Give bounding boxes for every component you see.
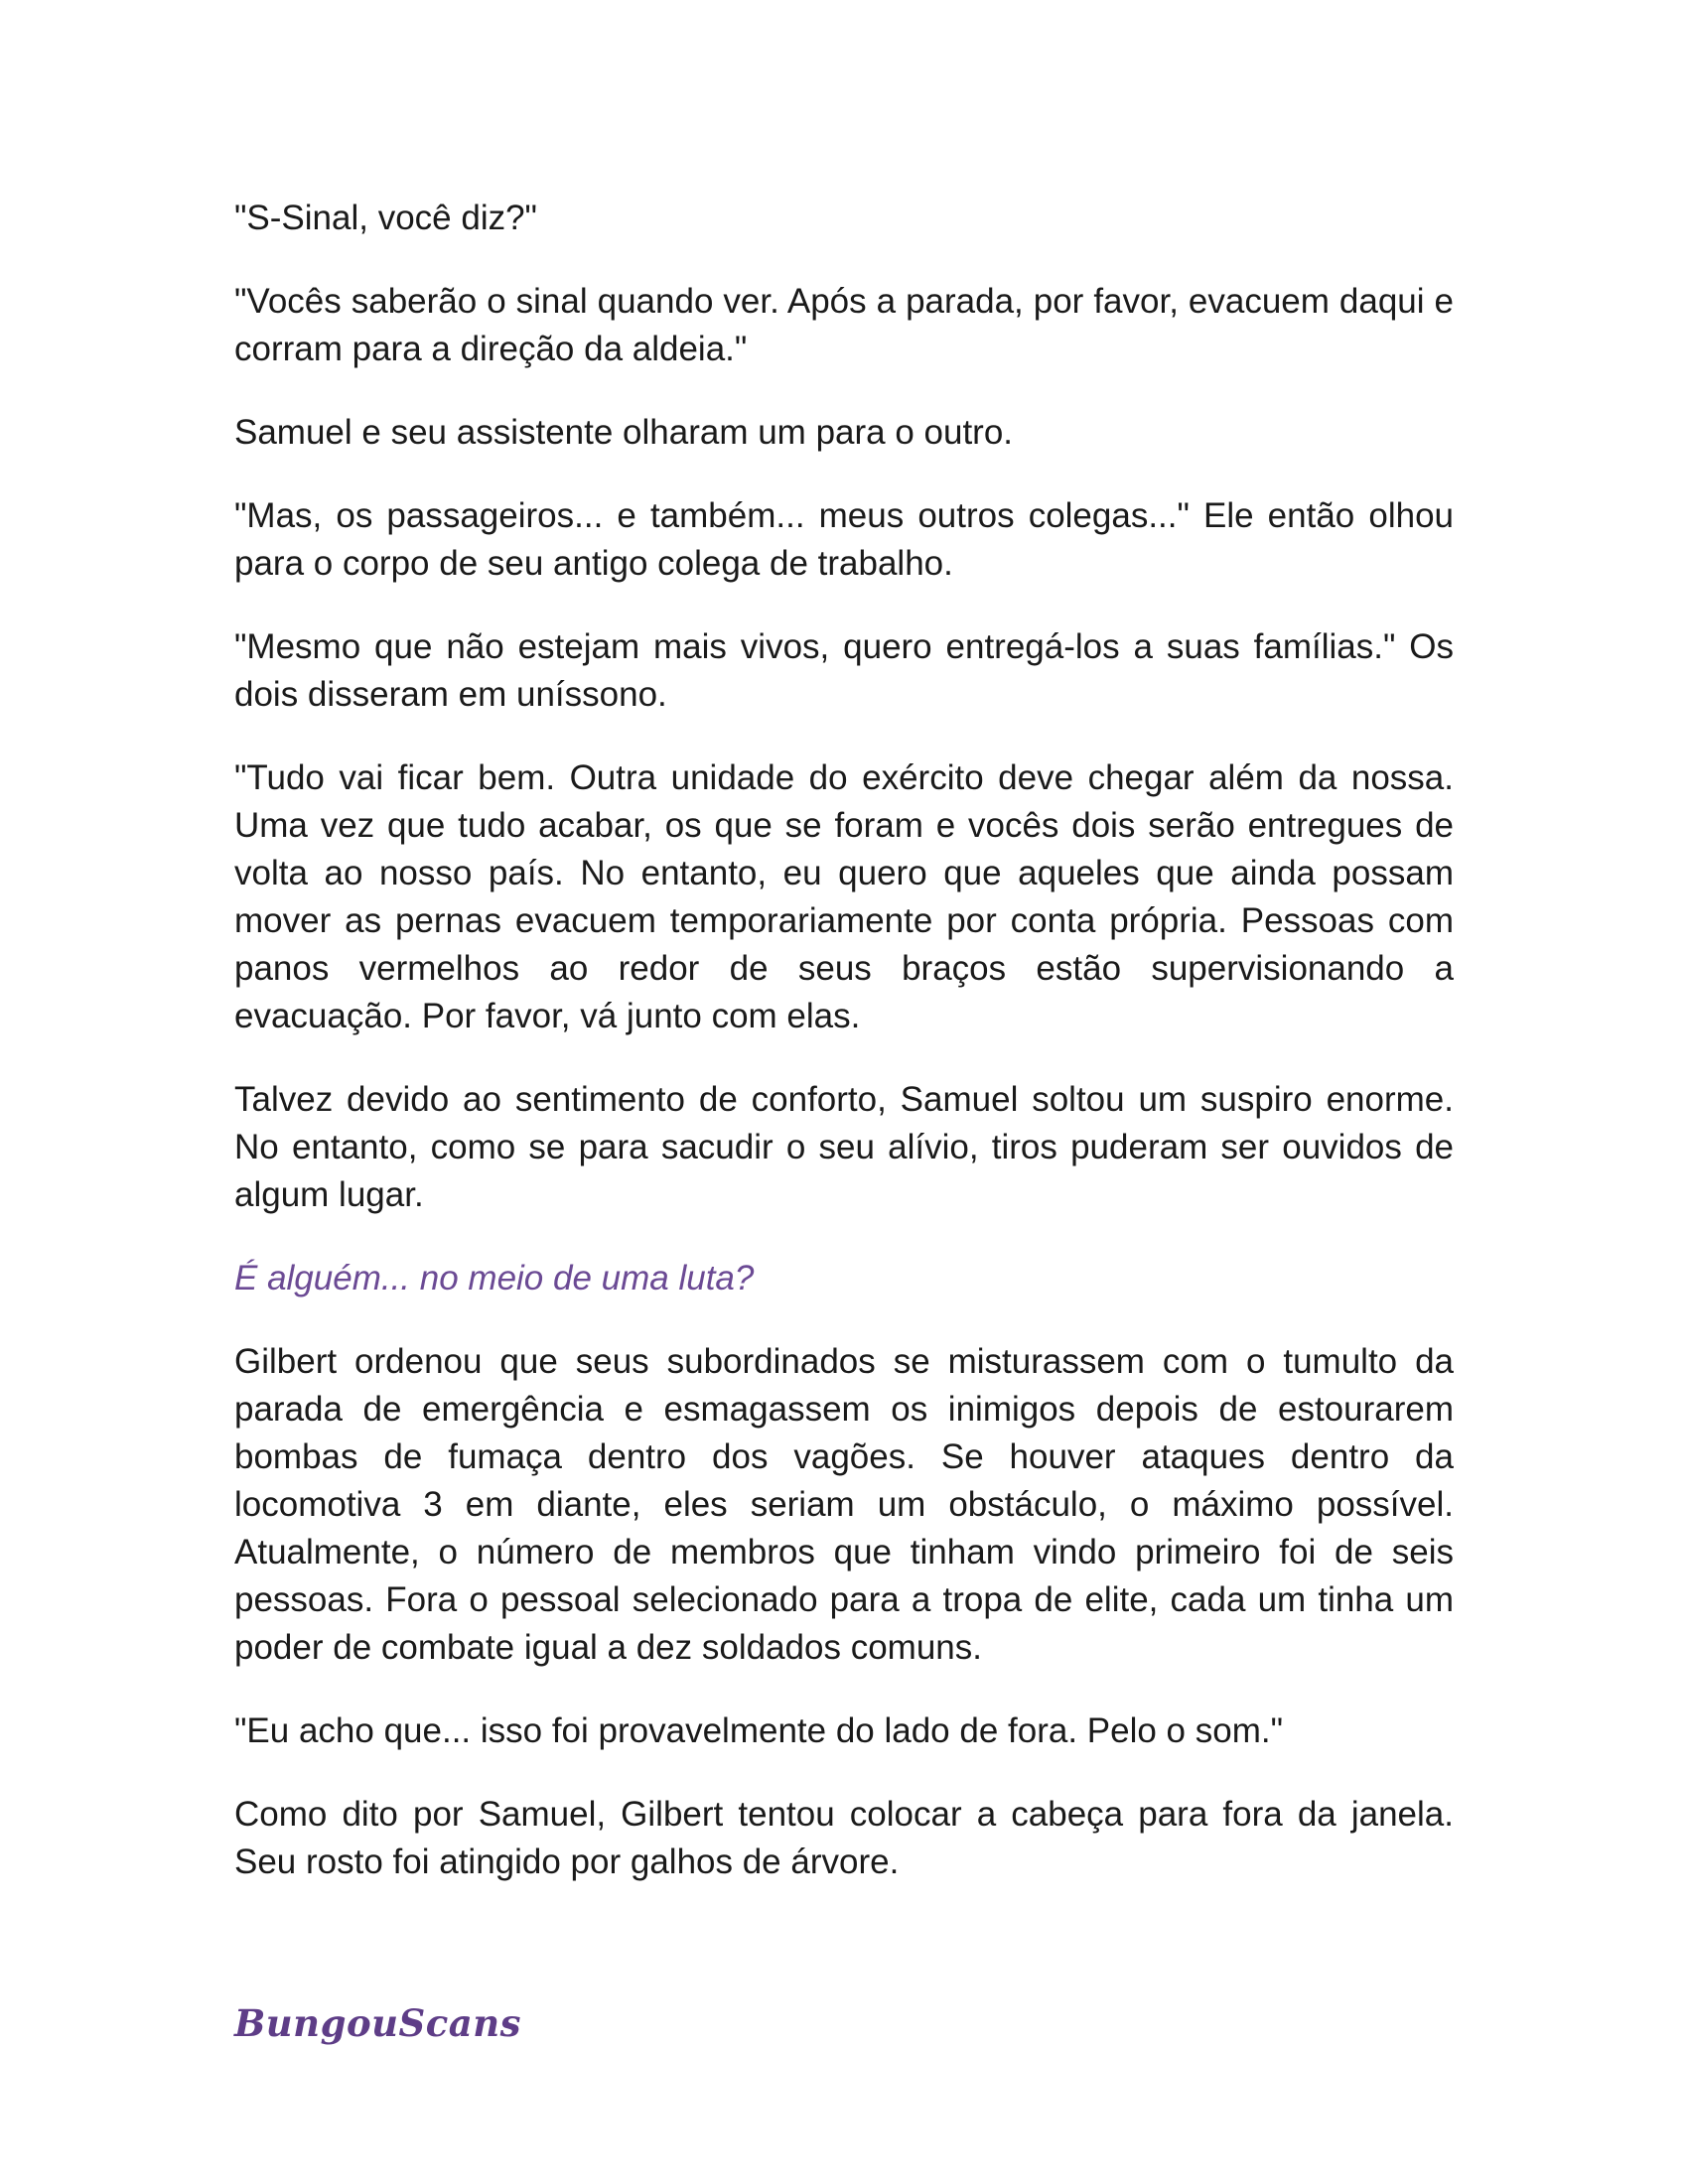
paragraph-outside-sound: "Eu acho que... isso foi provavelmente do lado de fora. Pelo o som." (234, 1711, 1284, 1750)
paragraph-gunshots: Talvez devido ao sentimento de conforto, Samuel soltou um suspiro enorme. No entanto, como se para sacudir o seu alívio, tiros puderam ser ouvidos de algum lugar. (234, 1080, 1454, 1214)
paragraph-reassurance: "Tudo vai ficar bem. Outra unidade do exército deve chegar além da nossa. Uma vez que tudo acabar, os que se foram e vocês dois serão entregues de volta ao nosso país. No entanto, eu quero que aqueles que ainda possam mover as pernas evacuem temporariamente por conta própria. Pessoas com panos vermelhos ao redor de seus braços estão supervisionando a evacuação. Por favor, vá junto com elas. (234, 758, 1454, 1035)
paragraph-gilbert-orders: Gilbert ordenou que seus subordinados se misturassem com o tumulto da parada de emergência e esmagassem os inimigos depois de estourarem bombas de fumaça dentro dos vagões. Se houver ataques dentro da locomotiva 3 em diante, eles seriam um obstáculo, o máximo possível. Atualmente, o número de membros que tinham vindo primeiro foi de seis pessoas. Fora o pessoal selecionado para a tropa de elite, cada um tinha um poder de combate igual a dez soldados comuns. (234, 1342, 1454, 1667)
brand-watermark: BungouScans (234, 2001, 521, 2045)
paragraph-passengers: "Mas, os passageiros... e também... meus outros colegas..." Ele então olhou para o corpo de seu antigo colega de trabalho. (234, 496, 1454, 583)
paragraph-samuel-glance: Samuel e seu assistente olharam um para o outro. (234, 413, 1014, 452)
paragraph-dialogue-signal: "S-Sinal, você diz?" (234, 199, 537, 237)
paragraph-inner-thought: É alguém... no meio de uma luta? (234, 1259, 755, 1297)
document-body (234, 195, 1454, 1922)
paragraph-evacuation-instructions: "Vocês saberão o sinal quando ver. Após a parada, por favor, evacuem daqui e corram para a direção da aldeia." (234, 282, 1454, 368)
paragraph-families: "Mesmo que não estejam mais vivos, quero entregá-los a suas famílias." Os dois disseram em uníssono. (234, 627, 1454, 714)
paragraph-window: Como dito por Samuel, Gilbert tentou colocar a cabeça para fora da janela. Seu rosto foi atingido por galhos de árvore. (234, 1795, 1454, 1881)
